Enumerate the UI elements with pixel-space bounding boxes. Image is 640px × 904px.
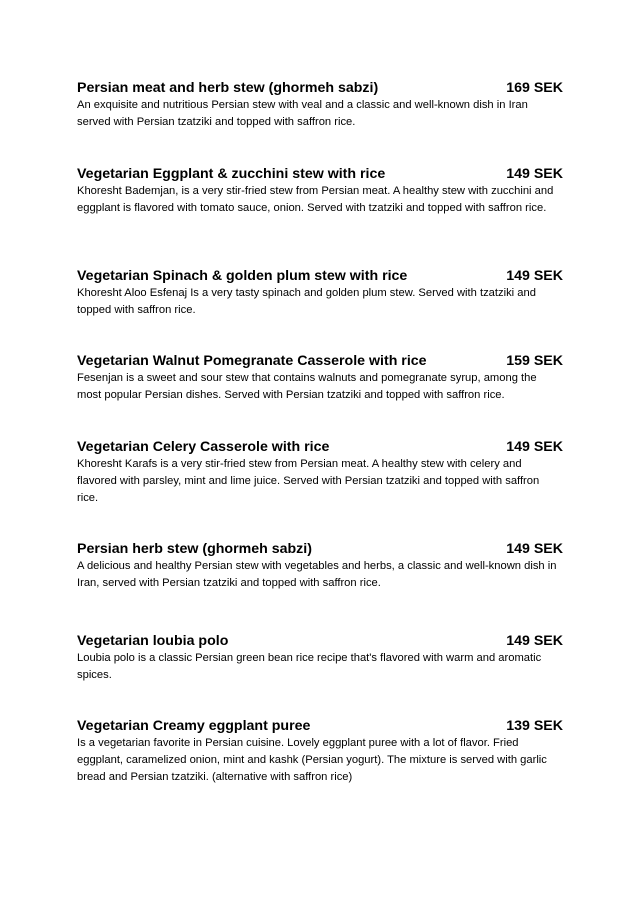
dish-description: Fesenjan is a sweet and sour stew that contains walnuts and pomegranate syrup, among the most popular Persian dishes. Served with Persian tzatziki and topped with saffron rice. — [77, 372, 537, 401]
menu-item-header — [77, 540, 563, 558]
dish-name: Vegetarian Walnut Pomegranate Casserole with rice — [77, 353, 427, 369]
dish-price: 159 SEK — [506, 353, 563, 369]
menu-item-header — [77, 352, 563, 370]
dish-description: Loubia polo is a classic Persian green bean rice recipe that's flavored with warm and aromatic spices. — [77, 652, 542, 681]
menu-item-header — [77, 165, 563, 183]
dish-price: 149 SEK — [506, 268, 563, 284]
dish-name: Vegetarian loubia polo — [77, 633, 229, 649]
dish-name: Persian meat and herb stew (ghormeh sabzi) — [77, 80, 379, 96]
dish-description: Khoresht Bademjan, is a very stir-fried stew from Persian meat. A healthy stew with zucchini and eggplant is flavored with tomato sauce, onion. Served with tzatziki and topped with saffron rice. — [77, 185, 554, 214]
dish-name: Persian herb stew (ghormeh sabzi) — [77, 541, 312, 557]
dish-price: 169 SEK — [506, 80, 563, 96]
menu-item — [77, 352, 563, 404]
dish-description: Khoresht Karafs is a very stir-fried stew from Persian meat. A healthy stew with celery and flavored with parsley, mint and lime juice. Served with Persian tzatziki and topped with saffron rice. — [77, 458, 540, 504]
dish-name: Vegetarian Creamy eggplant puree — [77, 718, 311, 734]
dish-price: 149 SEK — [506, 439, 563, 455]
dish-description: Khoresht Aloo Esfenaj Is a very tasty spinach and golden plum stew. Served with tzatziki and topped with saffron rice. — [77, 287, 536, 316]
menu-item-header — [77, 79, 563, 97]
menu-item — [77, 79, 563, 131]
dish-price: 139 SEK — [506, 718, 563, 734]
menu-item — [77, 540, 563, 592]
dish-description: Is a vegetarian favorite in Persian cuisine. Lovely eggplant puree with a lot of flavor. Fried eggplant, caramelized onion, mint and kashk (Persian yogurt). The mixture is served with garlic bread and Persian tzatziki. (alternative with saffron rice) — [77, 737, 547, 783]
dish-description: An exquisite and nutritious Persian stew with veal and a classic and well-known dish in Iran served with Persian tzatziki and topped with saffron rice. — [77, 99, 528, 128]
menu-item — [77, 717, 563, 786]
menu-item — [77, 438, 563, 507]
dish-price: 149 SEK — [506, 166, 563, 182]
menu-item-header — [77, 267, 563, 285]
menu-item-header — [77, 632, 563, 650]
menu-item — [77, 632, 563, 684]
dish-name: Vegetarian Eggplant & zucchini stew with rice — [77, 166, 386, 182]
dish-description: A delicious and healthy Persian stew with vegetables and herbs, a classic and well-known dish in Iran, served with Persian tzatziki and topped with saffron rice. — [77, 560, 557, 589]
dish-price: 149 SEK — [506, 541, 563, 557]
menu-item — [77, 267, 563, 319]
menu-item-header — [77, 438, 563, 456]
dish-name: Vegetarian Celery Casserole with rice — [77, 439, 330, 455]
dish-price: 149 SEK — [506, 633, 563, 649]
menu-item — [77, 165, 563, 217]
menu-item-header — [77, 717, 563, 735]
dish-name: Vegetarian Spinach & golden plum stew with rice — [77, 268, 408, 284]
